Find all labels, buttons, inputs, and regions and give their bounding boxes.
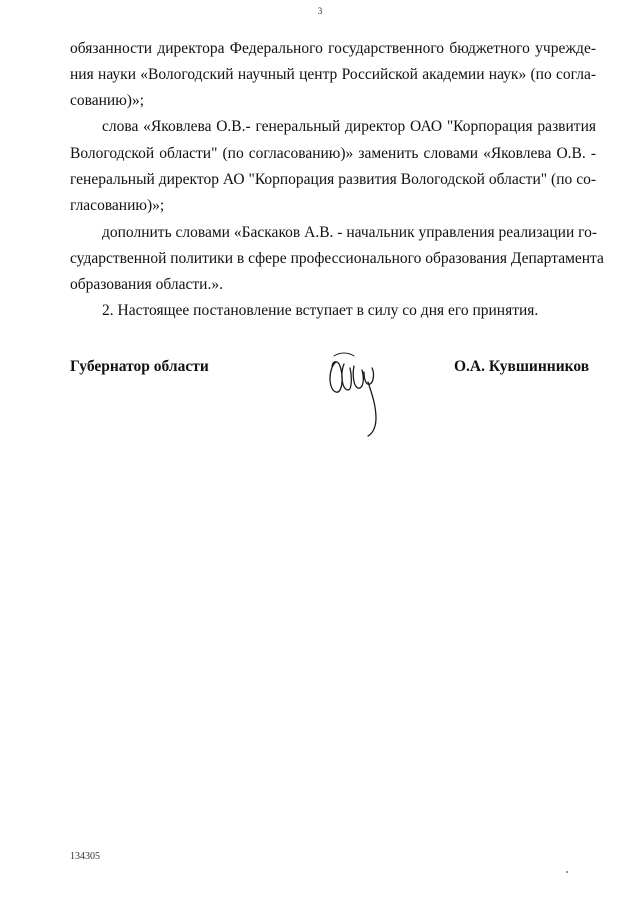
paragraph-4-line-1: 2. Настоящее постановление вступает в силу со дня его принятия. [102,302,539,319]
signatory-name: О.А. Кувшинников [454,358,590,375]
paragraph-1-line-3: сованию)»; [70,92,145,109]
paragraph-1-line-1: обязанности директора Федерального государственного бюджетного учрежде- [70,40,596,57]
paragraph-2-line-2: Вологодской области" (по согласованию)» заменить словами «Яковлева О.В. - [70,145,596,162]
handwritten-signature [318,342,388,438]
page-number: 3 [317,6,323,16]
scan-speck [566,871,568,873]
paragraph-2-line-3: генеральный директор АО "Корпорация развития Вологодской области" (по со- [70,171,596,188]
paragraph-1-line-2: ния науки «Вологодский научный центр Российской академии наук» (по согла- [70,66,596,83]
paragraph-3-line-1: дополнить словами «Баскаков А.В. - начальник управления реализации го- [102,224,597,241]
paragraph-3-line-2: сударственной политики в сфере профессионального образования Департамента [70,250,604,267]
paragraph-2-line-4: гласованию)»; [70,197,165,214]
document-code: 134305 [70,851,100,862]
paragraph-3-line-3: образования области.». [70,276,223,293]
signatory-title: Губернатор области [70,358,209,375]
paragraph-2-line-1: слова «Яковлева О.В.- генеральный директор ОАО "Корпорация развития [102,118,596,135]
